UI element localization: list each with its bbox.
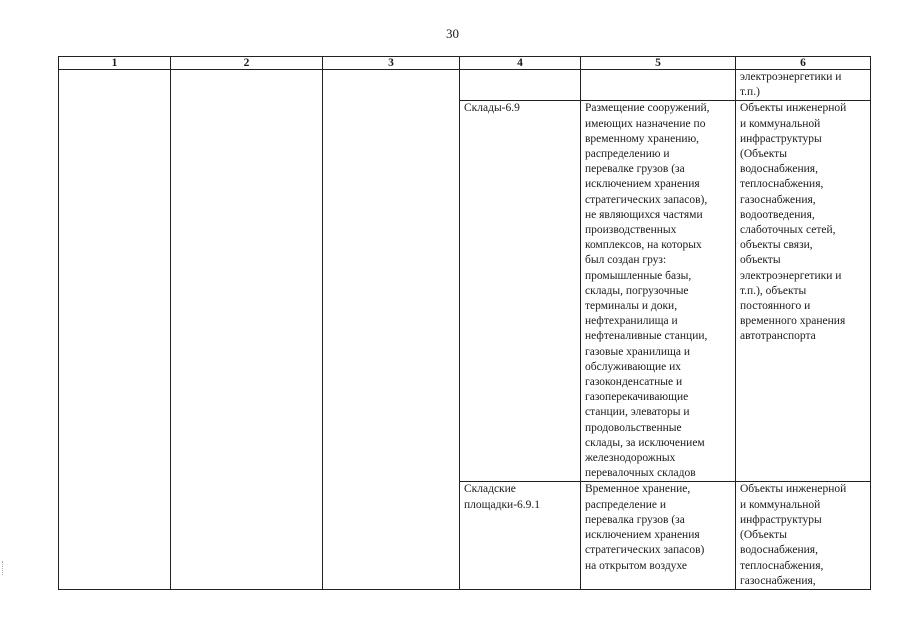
header-col-5: 5 [581,57,736,70]
cell-col-2 [171,70,323,590]
cell-col-4 [460,70,581,101]
page-number: 30 [446,26,459,41]
cell-col-1 [59,70,171,590]
scan-margin-mark [2,561,9,575]
cell-col-5 [581,70,736,101]
cell-col-3 [323,70,460,590]
cell-col-6: Объекты инженерной и коммунальной инфраструктуры (Объекты водоснабжения, теплоснабжения, газоснабжения, [736,482,871,590]
cell-col-6: Объекты инженерной и коммунальной инфраструктуры (Объекты водоснабжения, теплоснабжения, газоснабжения, водоотведения, слаботочных сетей, объекты связи, объекты электроэнергетики и т.п.), объекты постоянного и временного хранения автотранспорта [736,101,871,482]
cell-col-5: Временное хранение, распределение и перевалка грузов (за исключением хранения стратегических запасов) на открытом воздухе [581,482,736,590]
land-use-table [58,56,871,590]
cell-col-6: электроэнергетики и т.п.) [736,70,871,101]
header-col-1: 1 [59,57,171,70]
header-col-3: 3 [323,57,460,70]
cell-col-5: Размещение сооружений, имеющих назначение по временному хранению, распределению и перевалке грузов (за исключением хранения стратегических запасов), не являющихся частями производственных комплексов, на которых был создан груз: промышленные базы, склады, погрузочные терминалы и доки, нефтехранилища и нефтеналивные станции, газовые хранилища и обслуживающие их газоконденсатные и газоперекачивающие станции, элеваторы и продовольственные склады, за исключением железнодорожных перевалочных складов [581,101,736,482]
table-row [59,70,871,101]
header-col-6: 6 [736,57,871,70]
cell-col-4: Складские площадки-6.9.1 [460,482,581,590]
header-col-4: 4 [460,57,581,70]
header-row [59,57,871,70]
cell-col-4: Склады-6.9 [460,101,581,482]
header-col-2: 2 [171,57,323,70]
